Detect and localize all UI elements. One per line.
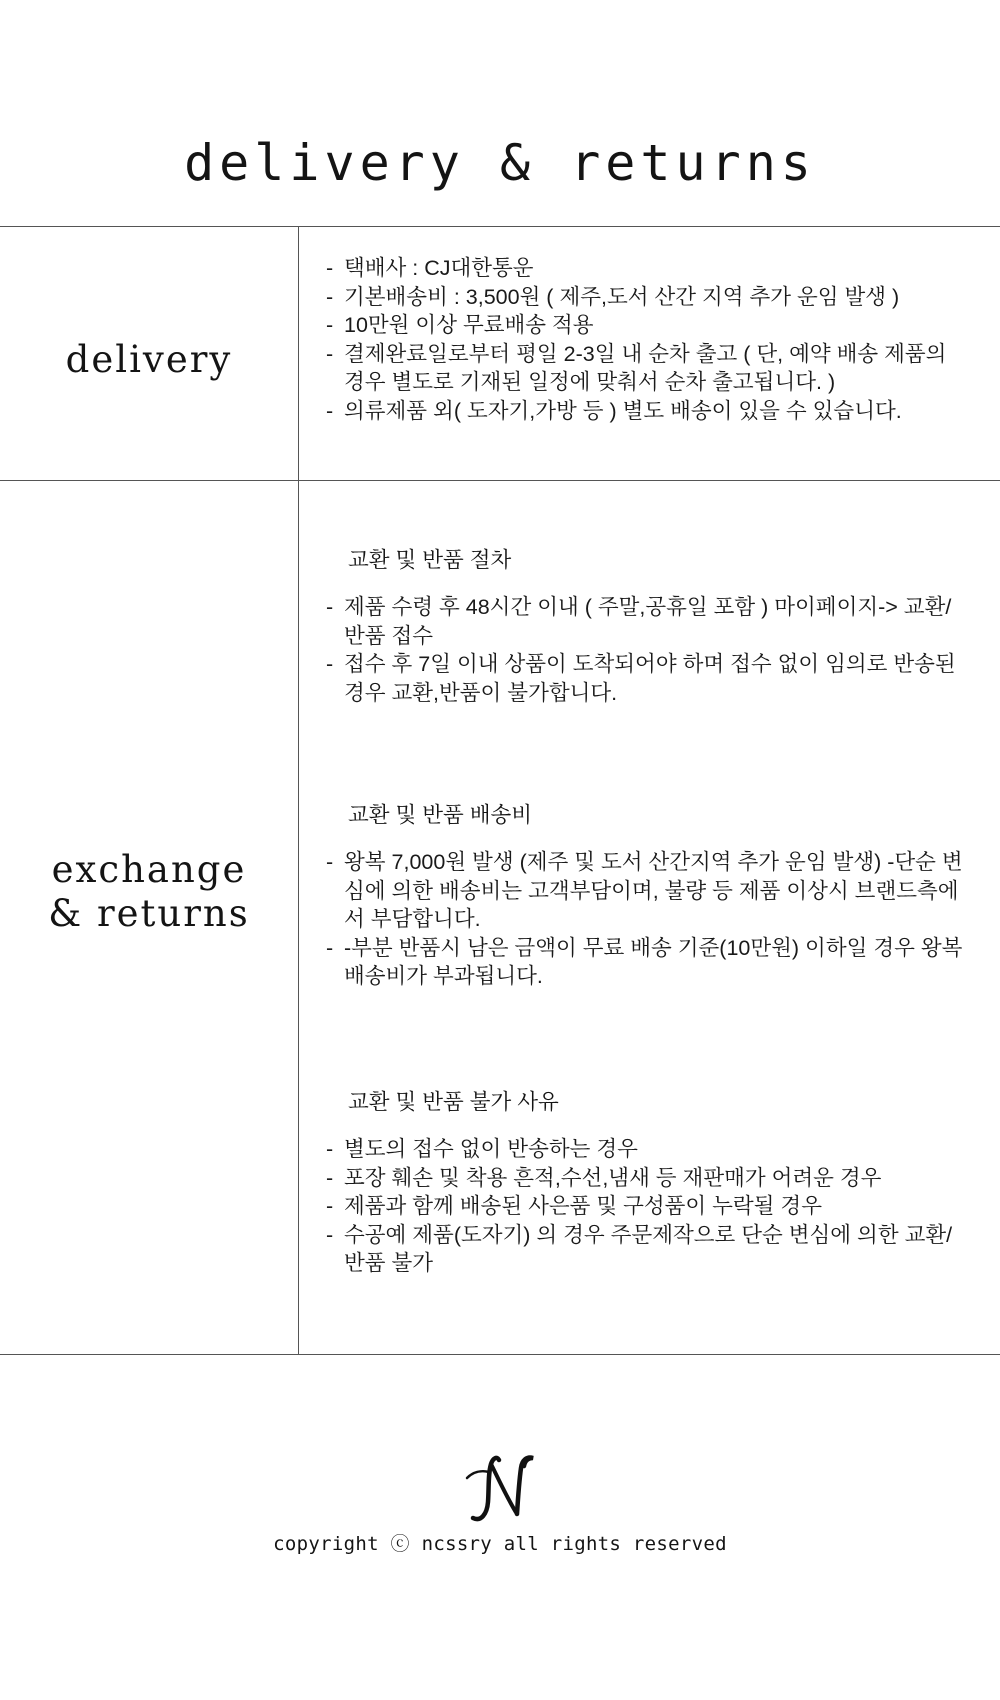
exchange-returns-label — [0, 848, 298, 936]
exchange-not-allowed-heading: 교환 및 반품 불가 사유 — [348, 1090, 559, 1114]
list-item-text: 택배사 : CJ대한통운 — [344, 256, 534, 280]
list-item-text: 10만원 이상 무료배송 적용 — [344, 313, 594, 338]
list-item: - 10만원 이상 무료배송 적용 — [326, 313, 594, 338]
delivery-info — [326, 254, 966, 426]
list-item: - 수공예 제품(도자기) 의 경우 주문제작으로 단순 변심에 의한 교환/반품 불가 — [326, 1222, 953, 1276]
list-item: - -부분 반품시 남은 금액이 무료 배송 기준(10만원) 이하일 경우 왕복 배송비가 부과됩니다. — [326, 935, 963, 989]
exchange-label-line2: & returns — [48, 892, 250, 935]
exchange-not-allowed-group — [326, 1087, 966, 1278]
list-item-text: -부분 반품시 남은 금액이 무료 배송 기준(10만원) 이하일 경우 왕복 배송비가 부과됩니다. — [344, 935, 963, 989]
list-item-text: 의류제품 외( 도자기,가방 등 ) 별도 배송이 있을 수 있습니다. — [344, 398, 902, 423]
exchange-procedure-group — [326, 545, 966, 707]
column-divider — [298, 226, 299, 1354]
list-item: - 제품과 함께 배송된 사은품 및 구성품이 누락될 경우 — [326, 1194, 822, 1219]
exchange-procedure-info — [326, 593, 966, 707]
delivery-list — [326, 254, 966, 426]
divider-top — [0, 226, 1000, 227]
brand-logo — [0, 1448, 1000, 1528]
list-item: - 결제완료일로부터 평일 2-3일 내 순차 출고 ( 단, 예약 배송 제품의 경우 별도로 기재된 일정에 맞춰서 순차 출고됩니다. ) — [326, 341, 947, 395]
exchange-fee-heading: 교환 및 반품 배송비 — [348, 803, 533, 827]
list-item-text: 결제완료일로부터 평일 2-3일 내 순차 출고 ( 단, 예약 배송 제품의 경우 별도로 기재된 일정에 맞춰서 순차 출고됩니다. ) — [344, 341, 947, 395]
list-item: - 기본배송비 : 3,500원 ( 제주,도서 산간 지역 추가 운임 발생 ) — [326, 284, 900, 309]
exchange-procedure-list — [326, 593, 966, 707]
exchange-fee-list — [326, 848, 966, 991]
copyright-text: copyright ⓒ ncssry all rights reserved — [273, 1533, 727, 1555]
list-item: - 포장 훼손 및 착용 흔적,수선,냄새 등 재판매가 어려운 경우 — [326, 1165, 882, 1190]
exchange-fee-group — [326, 800, 966, 991]
delivery-label — [0, 338, 298, 382]
list-item-text: 수공예 제품(도자기) 의 경우 주문제작으로 단순 변심에 의한 교환/반품 불가 — [344, 1222, 953, 1276]
list-item: - 별도의 접수 없이 반송하는 경우 — [326, 1137, 638, 1161]
list-item: - 접수 후 7일 이내 상품이 도착되어야 하며 접수 없이 임의로 반송된 경우 교환,반품이 불가합니다. — [326, 652, 956, 705]
list-item-text: 기본배송비 : 3,500원 ( 제주,도서 산간 지역 추가 운임 발생 ) — [344, 284, 900, 309]
list-item-text: 접수 후 7일 이내 상품이 도착되어야 하며 접수 없이 임의로 반송된 경우 교환,반품이 불가합니다. — [344, 652, 956, 705]
brand-logo-icon — [455, 1448, 545, 1528]
list-item-text: 별도의 접수 없이 반송하는 경우 — [344, 1137, 638, 1161]
list-item: - 왕복 7,000원 발생 (제주 및 도서 산간지역 추가 운임 발생) -단순 변심에 의한 배송비는 고객부담이며, 불량 등 제품 이상시 브랜드측에서 부담합니다. — [326, 850, 963, 932]
list-item: - 제품 수령 후 48시간 이내 ( 주말,공휴일 포함 ) 마이페이지-> 교환/반품 접수 — [326, 595, 952, 648]
divider-bottom — [0, 1354, 1000, 1355]
page-title: delivery & returns — [184, 134, 816, 192]
exchange-fee-info — [326, 848, 966, 991]
list-item-text: 왕복 7,000원 발생 (제주 및 도서 산간지역 추가 운임 발생) -단순 변심에 의한 배송비는 고객부담이며, 불량 등 제품 이상시 브랜드측에서 부담합니다. — [344, 850, 963, 932]
list-item: - 택배사 : CJ대한통운 — [326, 256, 534, 280]
exchange-procedure-heading: 교환 및 반품 절차 — [348, 548, 512, 572]
list-item-text: 제품 수령 후 48시간 이내 ( 주말,공휴일 포함 ) 마이페이지-> 교환/반품 접수 — [344, 595, 952, 648]
exchange-not-allowed-info — [326, 1135, 966, 1278]
divider-middle — [0, 480, 1000, 481]
delivery-label-text: delivery — [65, 338, 233, 381]
list-item-text: 제품과 함께 배송된 사은품 및 구성품이 누락될 경우 — [344, 1194, 822, 1219]
list-item-text: 포장 훼손 및 착용 흔적,수선,냄새 등 재판매가 어려운 경우 — [344, 1165, 882, 1190]
list-item: - 의류제품 외( 도자기,가방 등 ) 별도 배송이 있을 수 있습니다. — [326, 398, 902, 423]
exchange-not-allowed-list — [326, 1135, 966, 1278]
exchange-label-line1: exchange — [51, 848, 247, 891]
